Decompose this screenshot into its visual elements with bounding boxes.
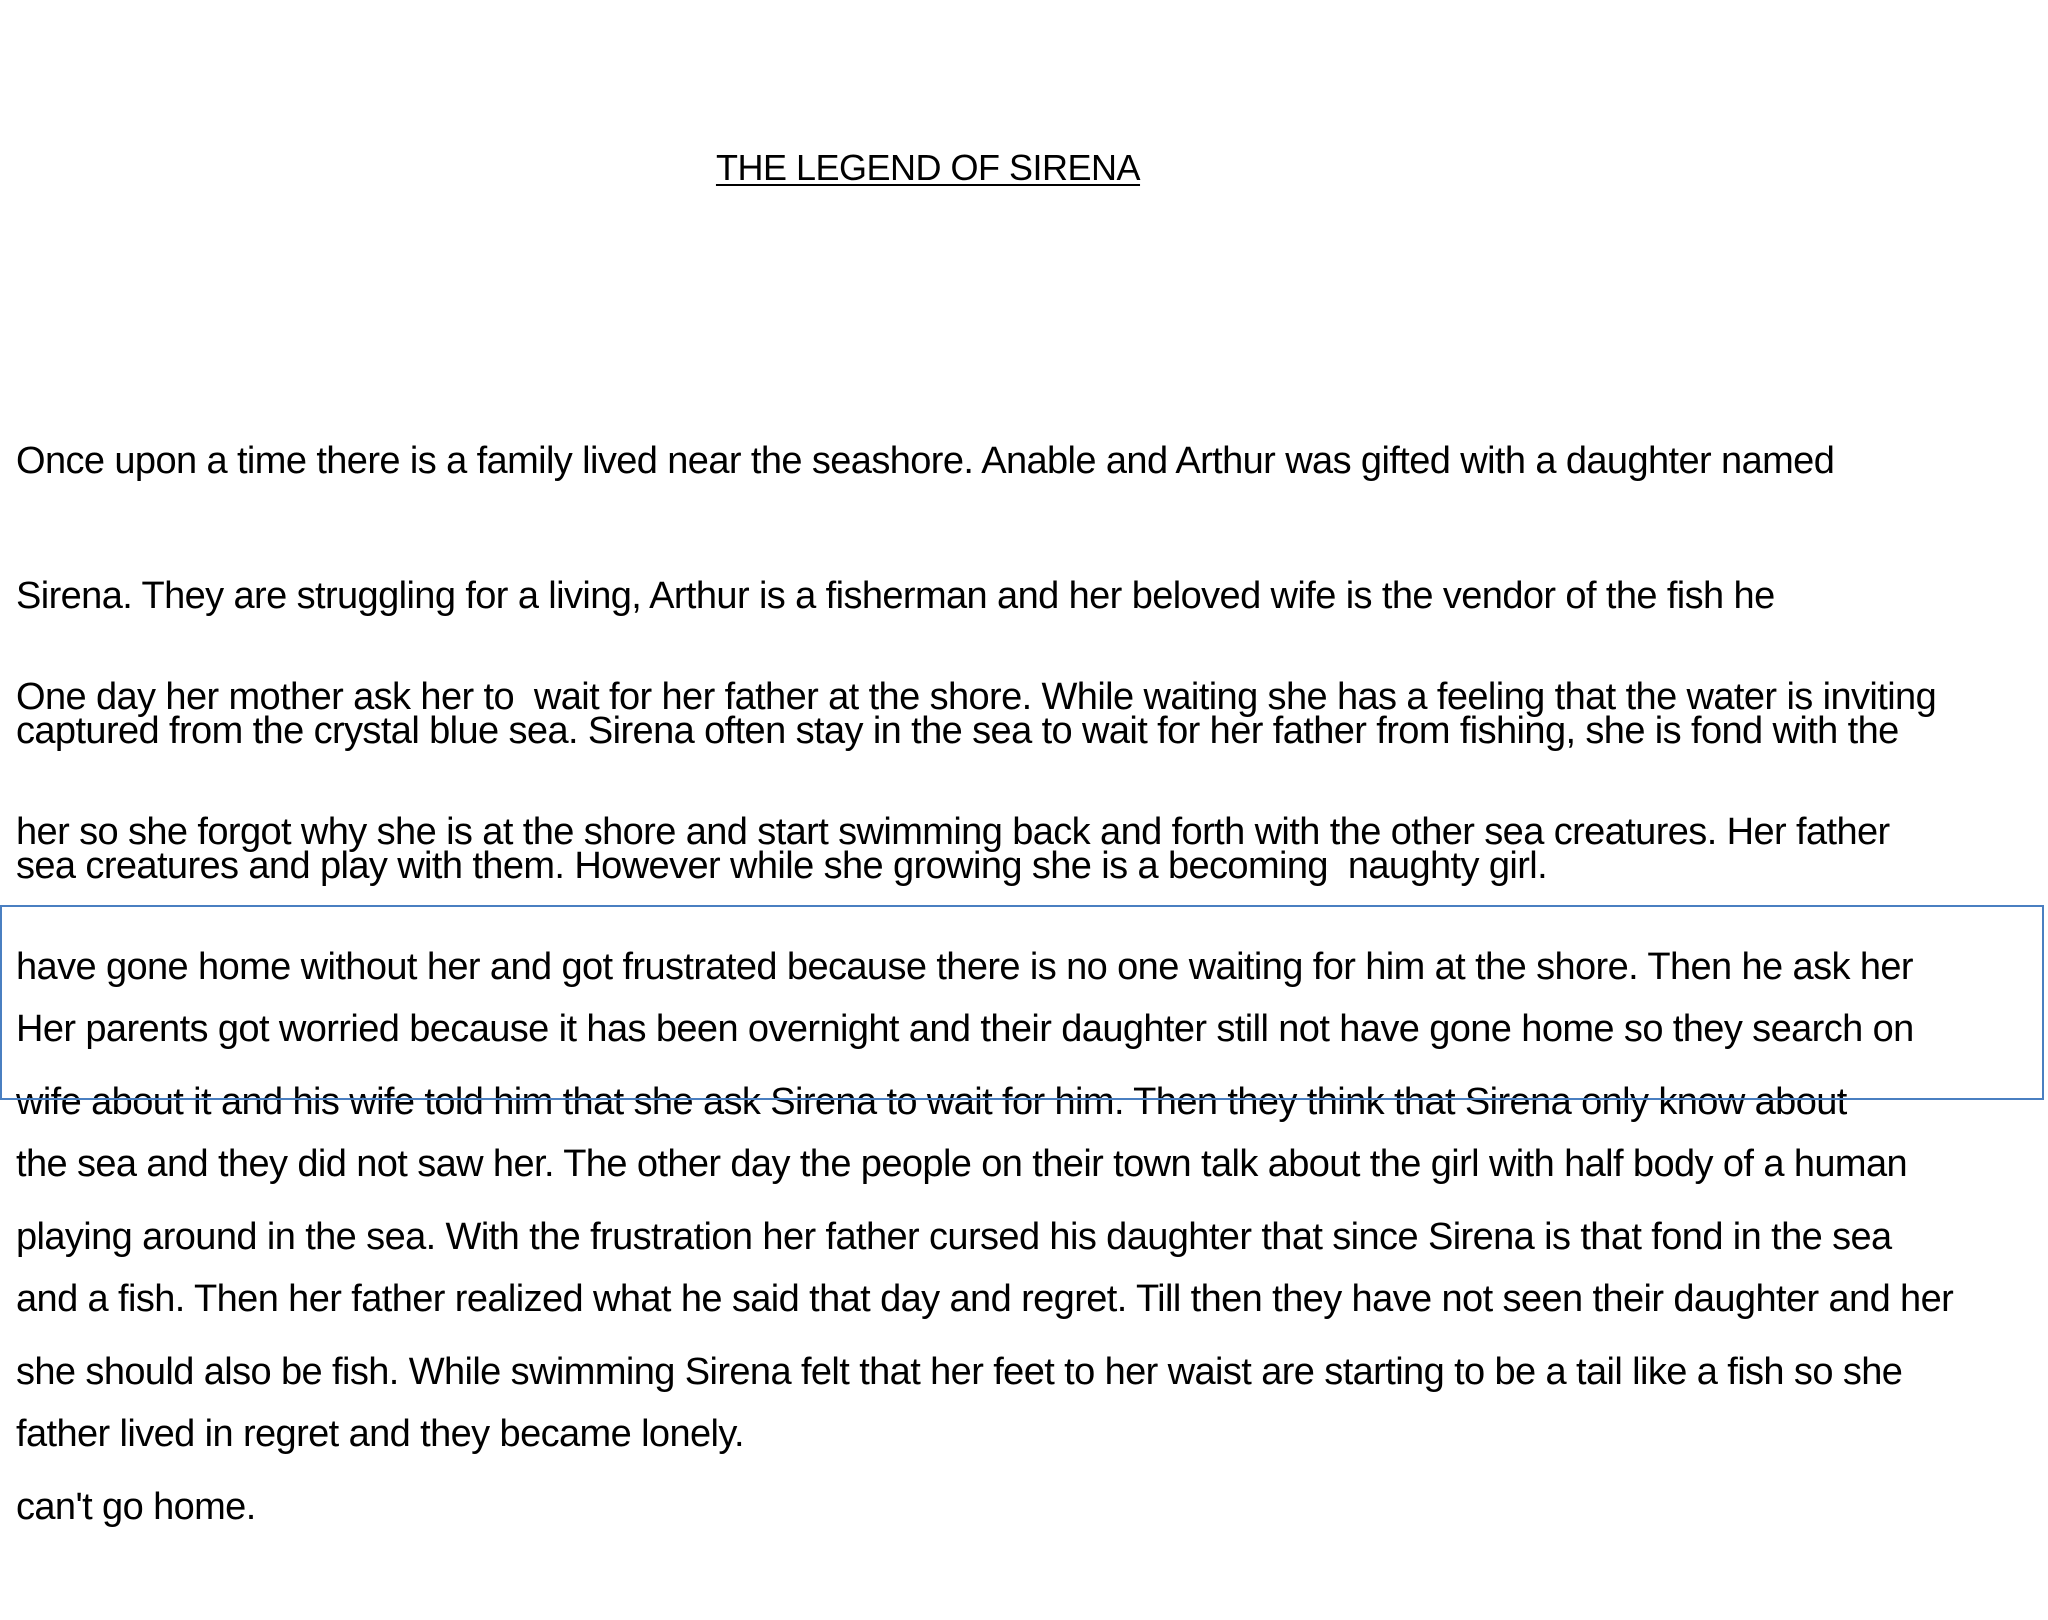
paragraph-line: and a fish. Then her father realized what he said that day and regret. Till then they have not seen their daughter and her [16,1278,1954,1320]
paragraph-line: father lived in regret and they became lonely. [16,1413,744,1455]
paragraph-line: wife about it and his wife told him that she ask Sirena to wait for him. Then they think that Sirena only know about [16,1081,1847,1123]
document-title: THE LEGEND OF SIRENA [715,147,1141,188]
paragraph-line: her so she forgot why she is at the shore and start swimming back and forth with the other sea creatures. Her father [16,811,1890,853]
paragraph-line: playing around in the sea. With the frustration her father cursed his daughter that since Sirena is that fond in the sea [16,1216,1892,1258]
paragraph-line: Sirena. They are struggling for a living, Arthur is a fisherman and her beloved wife is the vendor of the fish he [16,575,1775,617]
paragraph-line: she should also be fish. While swimming Sirena felt that her feet to her waist are starting to be a tail like a fish so she [16,1351,1903,1393]
paragraph-line: sea creatures and play with them. However while she growing she is a becoming naughty girl. [16,845,1548,887]
paragraph-line: captured from the crystal blue sea. Sirena often stay in the sea to wait for her father from fishing, she is fond with the [16,710,1899,752]
paragraph-line: the sea and they did not saw her. The other day the people on their town talk about the girl with half body of a human [16,1143,1908,1185]
paragraph-regret[interactable] [16,917,2038,1547]
paragraph-line: One day her mother ask her to wait for her father at the shore. While waiting she has a feeling that the water is inviting [16,676,1937,718]
paragraph-line: have gone home without her and got frustrated because there is no one waiting for him at the shore. Then he ask her [16,946,1913,988]
paragraph-line: Once upon a time there is a family lived near the seashore. Anable and Arthur was gifted with a daughter named [16,440,1835,482]
paragraph-line: can't go home. [16,1486,256,1528]
paragraph-line: Her parents got worried because it has been overnight and their daughter still not have gone home so they search on [16,1008,1914,1050]
